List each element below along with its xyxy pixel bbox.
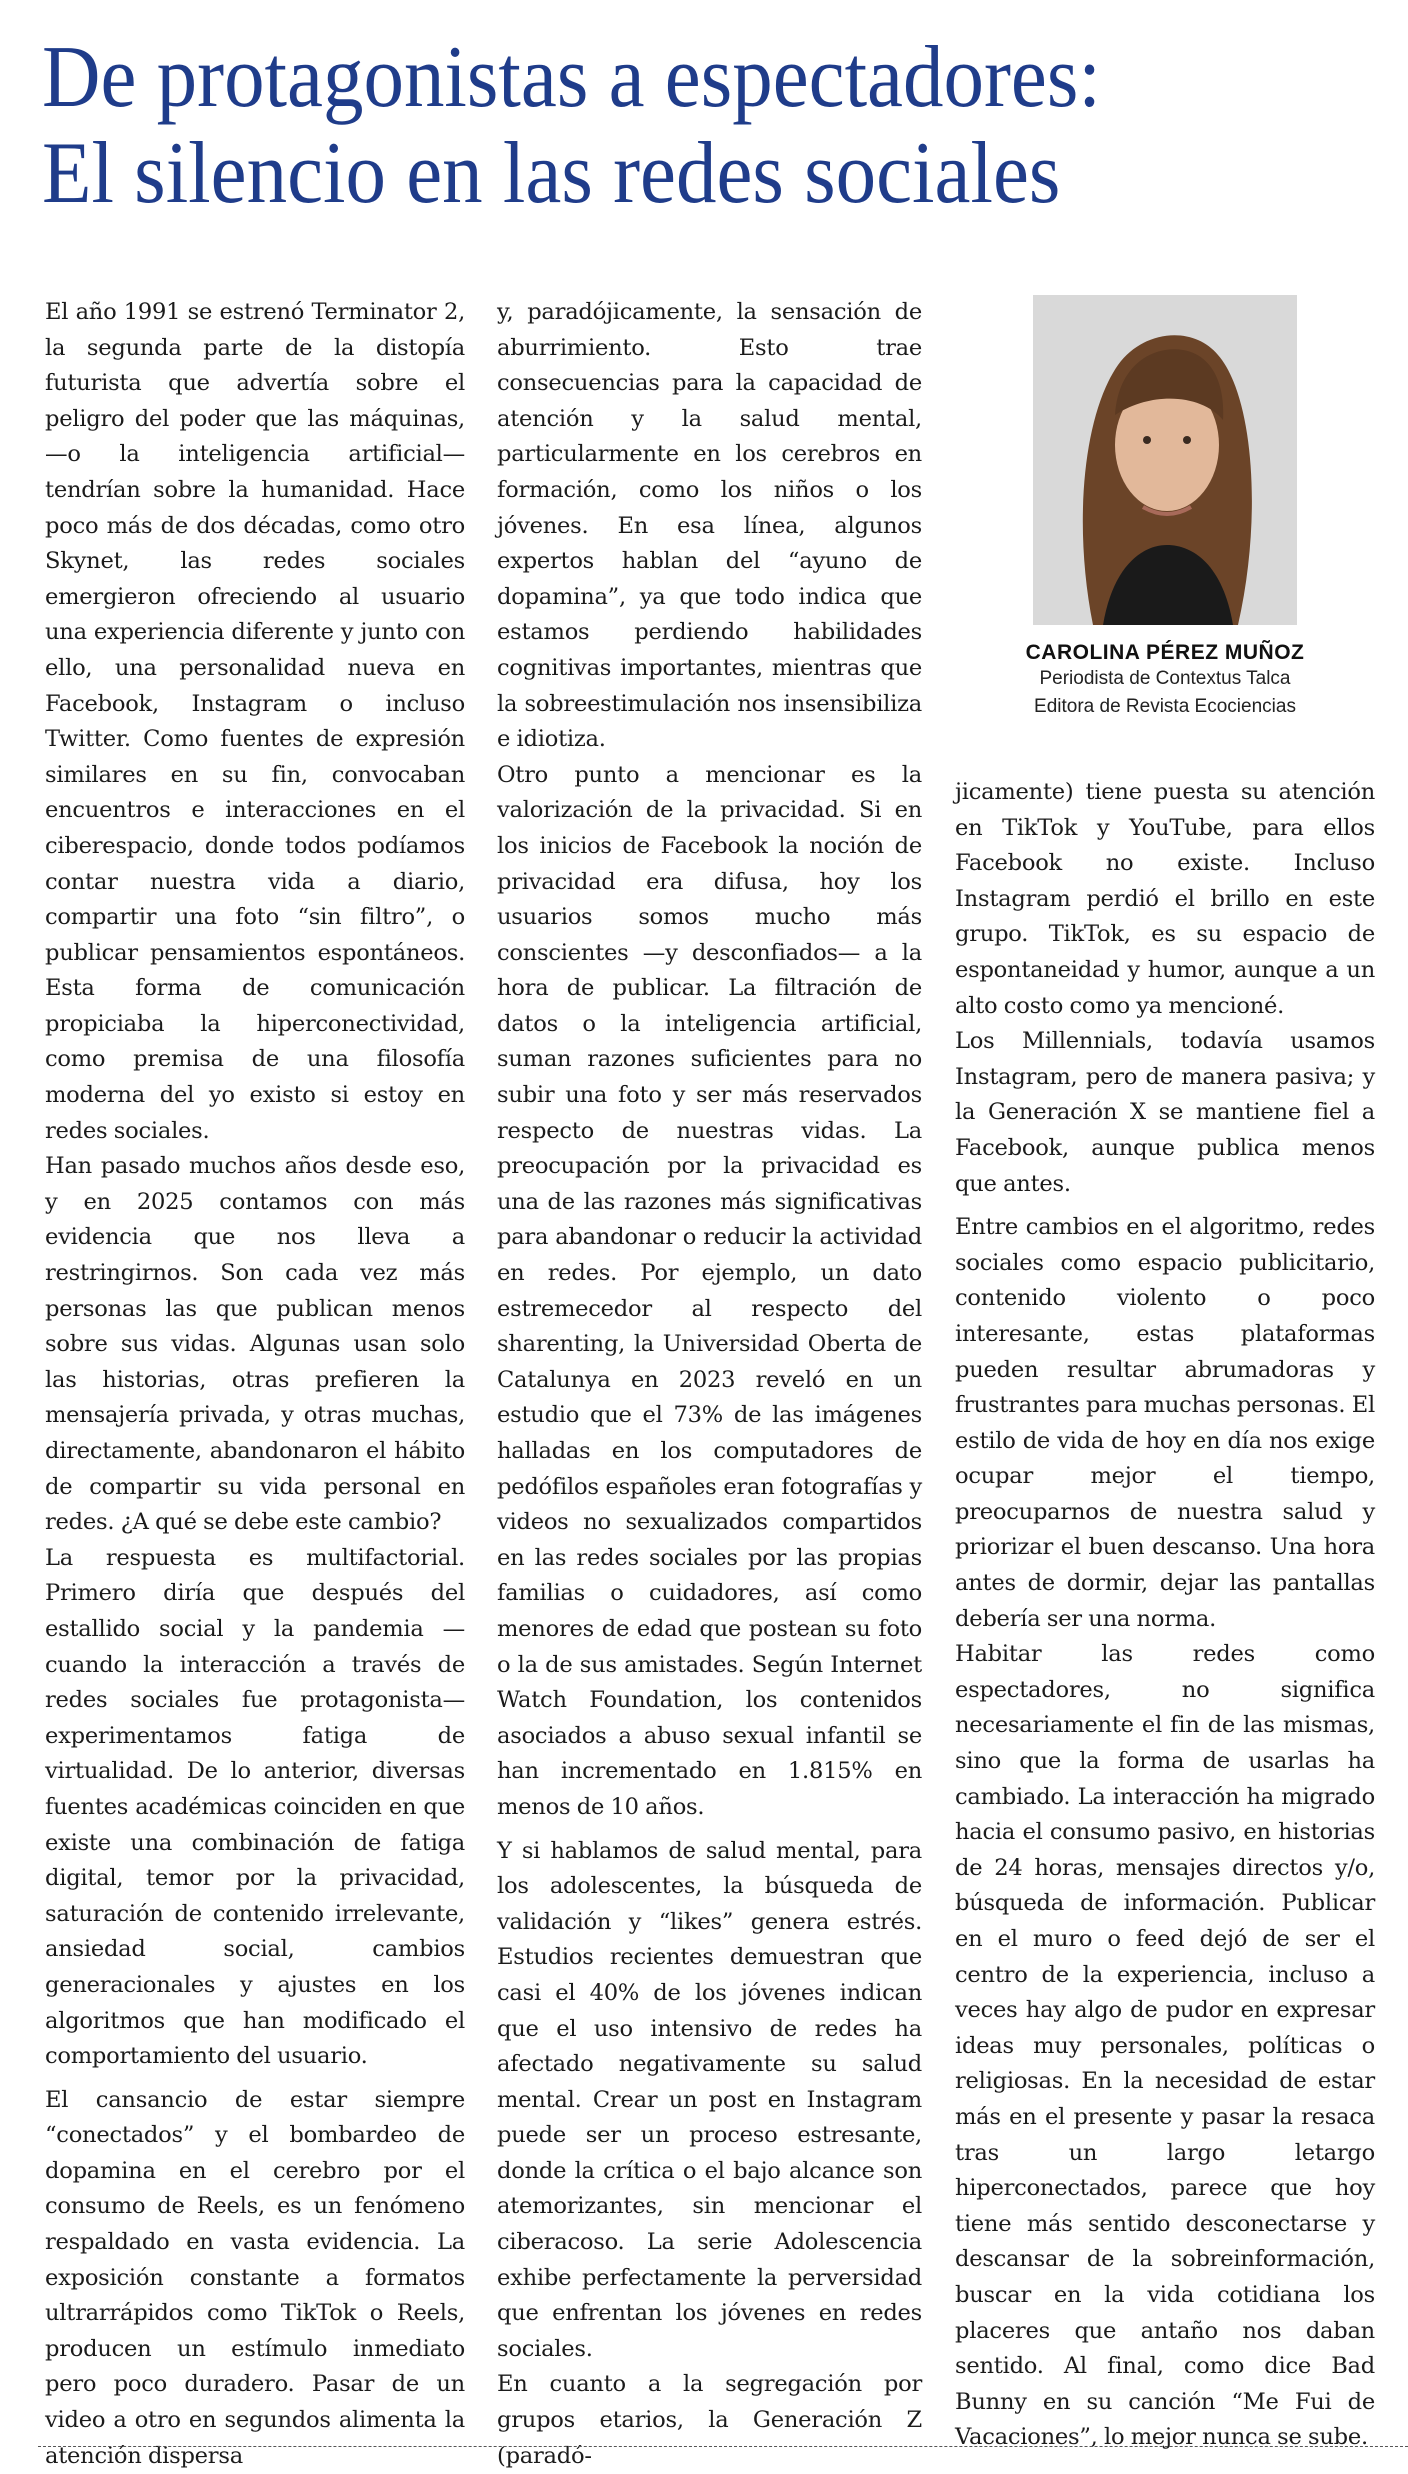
paragraph-4-continued: y, paradójicamente, la sensación de aburrimiento. Esto trae consecuencias para la capacidad de atención y la salud mental, particularmente en los cerebros en formación, como los niños o los jóvenes. En esa línea, algunos expertos hablan del “ayuno de dopamina”, ya que todo indica que estamos perdiendo habilidades cognitivas importantes, mientras que la sobreestimulación nos insensibiliza e idiotiza.: [497, 299, 922, 753]
author-role-2: Editora de Revista Ecociencias: [1034, 696, 1296, 717]
author-block: [955, 295, 1375, 721]
paragraph-8: Los Millennials, todavía usamos Instagram, pero de manera pasiva; y la Generación X se mantiene fiel a Facebook, aunque publica menos que antes.: [955, 1028, 1375, 1197]
author-role-1: Periodista de Contextus Talca: [1039, 668, 1291, 689]
paragraph-10: Habitar las redes como espectadores, no significa necesariamente el fin de las mismas, sino que la forma de usarlas ha cambiado. La interacción ha migrado hacia el consumo pasivo, en historias de 24 horas, mensajes directos y/o, búsqueda de información. Publicar en el muro o feed dejó de ser el centro de la experiencia, incluso a veces hay algo de pudor en expresar ideas muy personales, políticas o religiosas. En la necesidad de estar más en el presente y pasar la resaca tras un largo letargo hiperconectados, parece que hoy tiene más sentido desconectarse y descansar de la sobreinformación, buscar en la vida cotidiana los placeres que antaño nos daban sentido. Al final, como dice Bad Bunny en su canción “Me Fui de Vacaciones”, lo mejor nunca se sube.: [955, 1641, 1375, 2451]
headline-line-2: El silencio en las redes sociales: [42, 125, 1061, 222]
paragraph-6: Y si hablamos de salud mental, para los adolescentes, la búsqueda de validación y “likes” genera estrés. Estudios recientes demuestran que casi el 40% de los jóvenes indican que el uso intensivo de redes ha afectado negativamente su salud mental. Crear un post en Instagram puede ser un proceso estresante, donde la crítica o el bajo alcance son atemorizantes, sin mencionar el ciberacoso. La serie Adolescencia exhibe perfectamente la perversidad que enfrentan los jóvenes en redes sociales.: [497, 1837, 922, 2362]
column-2: [497, 295, 922, 2474]
paragraph-7-continued: jicamente) tiene puesta su atención en TikTok y YouTube, para ellos Facebook no existe. Incluso Instagram perdió el brillo en este grupo. TikTok, es su espacio de espontaneidad y humor, aunque a un alto costo como ya mencioné.: [955, 779, 1375, 1019]
author-name: CAROLINA PÉREZ MUÑOZ: [1025, 641, 1305, 664]
paragraph-3: La respuesta es multifactorial. Primero diría que después del estallido social y la pandemia —cuando la interacción a través de redes sociales fue protagonista— experimentamos fatiga de virtualidad. De lo anterior, diversas fuentes académicas coinciden en que existe una combinación de fatiga digital, temor por la privacidad, saturación de contenido irrelevante, ansiedad social, cambios generacionales y ajustes en los algoritmos que han modificado el comportamiento del usuario.: [45, 1544, 465, 2070]
paragraph-2: Han pasado muchos años desde eso, y en 2025 contamos con más evidencia que nos lleva a restringirnos. Son cada vez más personas las que publican menos sobre sus vidas. Algunas usan solo las historias, otras prefieren la mensajería privada, y otras muchas, directamente, abandonaron el hábito de compartir su vida personal en redes. ¿A qué se debe este cambio?: [45, 1153, 465, 1536]
column-3: [955, 775, 1375, 2456]
paragraph-5: Otro punto a mencionar es la valorización de la privacidad. Si en los inicios de Facebook la noción de privacidad era difusa, hoy los usuarios somos mucho más conscientes —y desconfiados— a la hora de publicar. La filtración de datos o la inteligencia artificial, suman razones suficientes para no subir una foto y ser más reservados respecto de nuestras vidas. La preocupación por la privacidad es una de las razones más significativas para abandonar o reducir la actividad en redes. Por ejemplo, un dato estremecedor al respecto del sharenting, la Universidad Oberta de Catalunya en 2023 reveló en un estudio que el 73% de las imágenes halladas en los computadores de pedófilos españoles eran fotografías y videos no sexualizados compartidos en las redes sociales por las propias familias o cuidadores, así como menores de edad que postean su foto o la de sus amistades. Según Internet Watch Foundation, los contenidos asociados a abuso sexual infantil se han incrementado en 1.815% en menos de 10 años.: [497, 761, 922, 1820]
paragraph-1: El año 1991 se estrenó Terminator 2, la segunda parte de la distopía futurista que advertía sobre el peligro del poder que las máquinas, —o la inteligencia artificial— tendrían sobre la humanidad. Hace poco más de dos décadas, como otro Skynet, las redes sociales emergieron ofreciendo al usuario una experiencia diferente y junto con ello, una personalidad nueva en Facebook, Instagram o incluso Twitter. Como fuentes de expresión similares en su fin, convocaban encuentros e interacciones en el ciberespacio, donde todos podíamos contar nuestra vida a diario, compartir una foto “sin filtro”, o publicar pensamientos espontáneos. Esta forma de comunicación propiciaba la hiperconectividad, como premisa de una filosofía moderna del yo existo si estoy en redes sociales.: [45, 299, 465, 1144]
bottom-dashed-divider: [38, 2446, 1408, 2447]
paragraph-7: En cuanto a la segregación por grupos etarios, la Generación Z (paradó-: [497, 2371, 922, 2469]
paragraph-9: Entre cambios en el algoritmo, redes sociales como espacio publicitario, contenido violento o poco interesante, estas plataformas pueden resultar abrumadoras y frustrantes para muchas personas. El estilo de vida de hoy en día nos exige ocupar mejor el tiempo, preocuparnos de nuestra salud y priorizar el buen descanso. Una hora antes de dormir, dejar las pantallas debería ser una norma.: [955, 1214, 1375, 1632]
headline-line-1: De protagonistas a espectadores:: [42, 29, 1101, 126]
author-portrait-icon: [1033, 295, 1297, 625]
column-1: [45, 295, 465, 2474]
paragraph-4: El cansancio de estar siempre “conectados” y el bombardeo de dopamina en el cerebro por el consumo de Reels, es un fenómeno respaldado en vasta evidencia. La exposición constante a formatos ultrarrápidos como TikTok o Reels, producen un estímulo inmediato pero poco duradero. Pasar de un video a otro en segundos alimenta la atención dispersa: [45, 2086, 465, 2469]
author-photo: [1033, 295, 1297, 625]
article-headline: [42, 30, 1275, 222]
